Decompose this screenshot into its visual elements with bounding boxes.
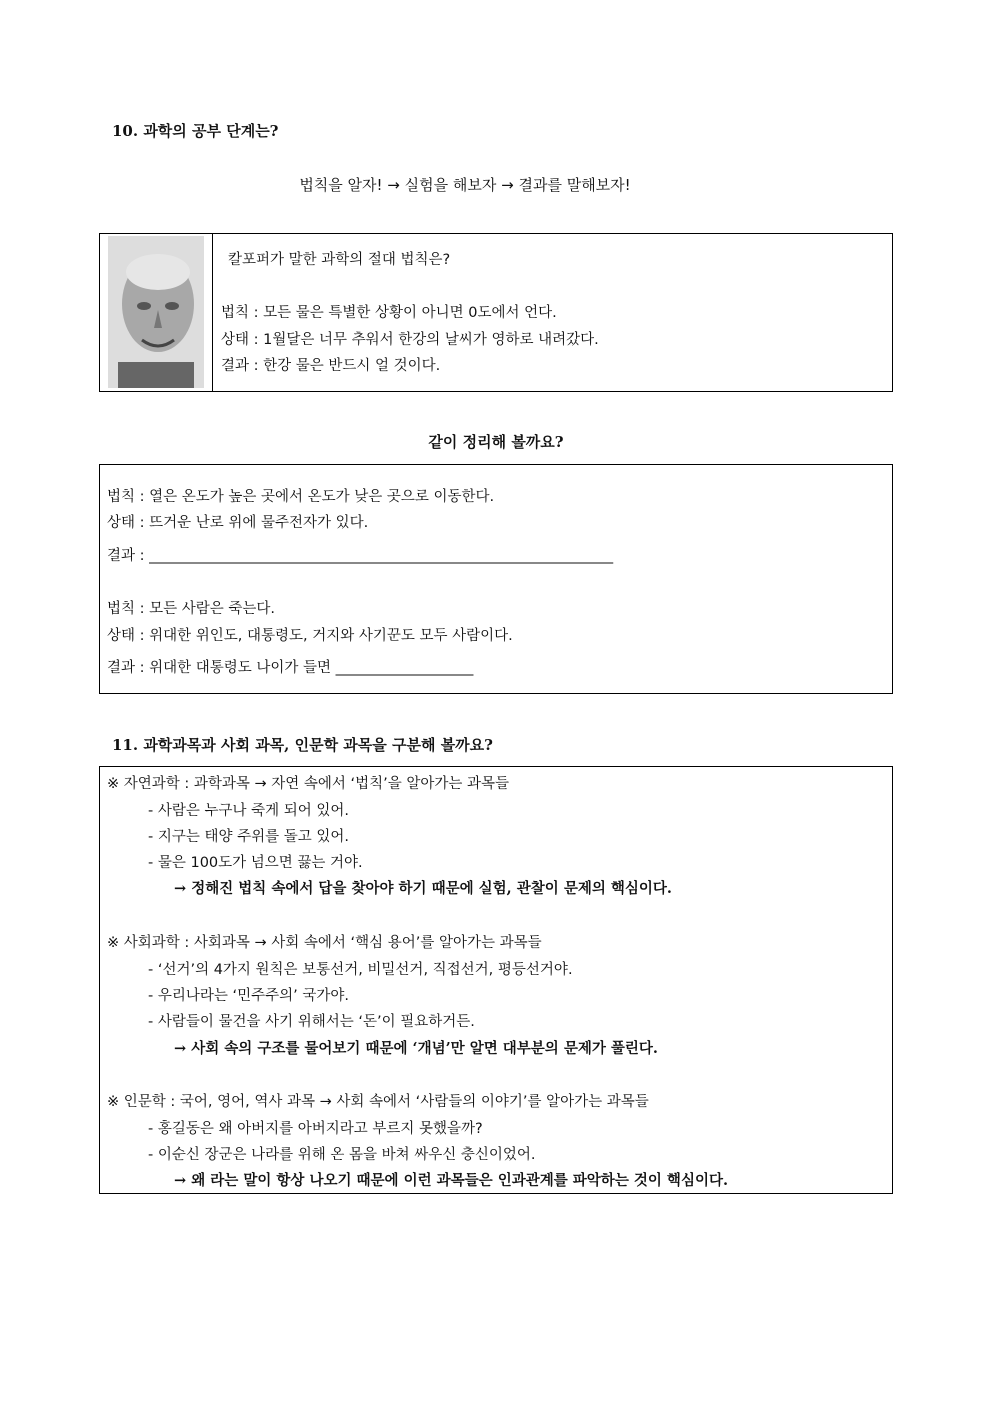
humanities-head: ※ 인문학 : 국어, 영어, 역사 과목 → 사회 속에서 ‘사람들의 이야기’를 알아가는 과목들 [107,1094,649,1110]
popper-result: 결과 : 한강 물은 반드시 얼 것이다. [221,358,441,374]
social-item: - 우리나라는 ‘민주주의’ 국가야. [148,988,349,1004]
together-title: 같이 정리해 볼까요? [428,433,564,451]
humanities-conclusion: → 왜 라는 말이 항상 나오기 때문에 이런 과목들은 인과관계를 파악하는 것이 핵심이다. [174,1172,729,1189]
popper-law: 법칙 : 모든 물은 특별한 상황이 아니면 0도에서 언다. [221,305,557,321]
ex1-law: 법칙 : 열은 온도가 높은 곳에서 온도가 낮은 곳으로 이동한다. [107,489,495,505]
ex1-state: 상태 : 뜨거운 난로 위에 물주전자가 있다. [107,515,369,531]
ex2-result: 결과 : 위대한 대통령도 나이가 들면 ___________________ [107,660,474,676]
together-box [99,464,893,694]
natural-item: - 사람은 누구나 죽게 되어 있어. [148,803,349,819]
social-science-head: ※ 사회과학 : 사회과목 → 사회 속에서 ‘핵심 용어’를 알아가는 과목들 [107,935,542,951]
science-steps [0,174,930,195]
popper-box [99,233,893,392]
humanities-item: - 홍길동은 왜 아버지를 아버지라고 부르지 못했을까? [148,1121,483,1137]
natural-item: - 지구는 태양 주위를 돌고 있어. [148,829,349,845]
portrait-image [108,236,204,388]
ex1-result: 결과 : ________________________________________________________________ [107,548,614,564]
social-conclusion: → 사회 속의 구조를 물어보기 때문에 ‘개념’만 알면 대부분의 문제가 풀린다. [174,1040,658,1057]
ex2-state: 상태 : 위대한 위인도, 대통령도, 거지와 사기꾼도 모두 사람이다. [107,628,513,644]
question-10-title: 10. 과학의 공부 단계는? [112,122,279,140]
social-item: - ‘선거’의 4가지 원칙은 보통선거, 비밀선거, 직접선거, 평등선거야. [148,962,573,978]
natural-item: - 물은 100도가 넘으면 끓는 거야. [148,855,363,871]
social-item: - 사람들이 물건을 사기 위해서는 ‘돈’이 필요하거든. [148,1014,475,1030]
natural-science-head: ※ 자연과학 : 과학과목 → 자연 속에서 ‘법칙’을 알아가는 과목들 [107,776,510,792]
humanities-item: - 이순신 장군은 나라를 위해 온 몸을 바쳐 싸우신 충신이었어. [148,1147,536,1163]
popper-state: 상태 : 1월달은 너무 추워서 한강의 날씨가 영하로 내려갔다. [221,332,599,348]
science-steps-text: 법칙을 알자! → 실험을 해보자 → 결과를 말해보자! [299,176,631,194]
portrait-cell [100,234,213,391]
popper-heading: 칼포퍼가 말한 과학의 절대 법칙은? [228,252,451,268]
ex2-law: 법칙 : 모든 사람은 죽는다. [107,601,276,617]
subjects-box [99,766,893,1194]
natural-conclusion: → 정해진 법칙 속에서 답을 찾아야 하기 때문에 실험, 관찰이 문제의 핵심이다. [174,880,672,897]
question-11-title: 11. 과학과목과 사회 과목, 인문학 과목을 구분해 볼까요? [112,736,493,754]
